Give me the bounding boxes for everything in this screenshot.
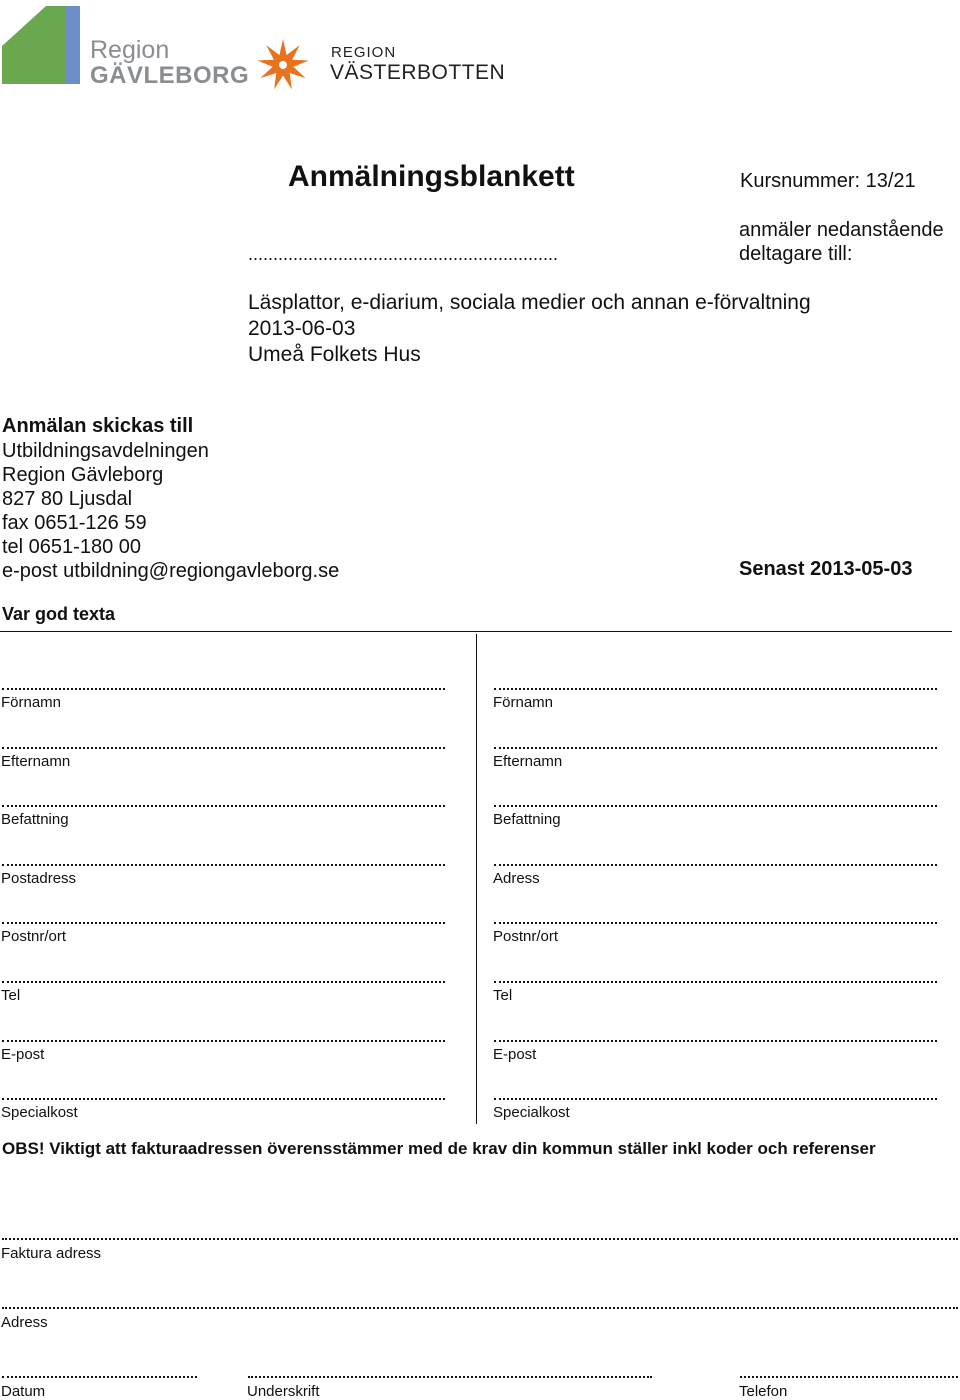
course-info — [248, 290, 811, 368]
address-line: 827 80 Ljusdal — [2, 488, 133, 510]
phone-line: tel 0651-180 00 — [2, 536, 142, 558]
form-title: Anmälningsblankett — [288, 160, 575, 193]
participant-2-email-field[interactable] — [494, 1040, 937, 1042]
field-label: Postadress — [1, 870, 77, 887]
field-label: E-post — [1, 1046, 45, 1063]
field-label: Befattning — [1, 811, 69, 828]
participant-1-postal-address-field[interactable] — [2, 864, 445, 866]
participant-1-email-field[interactable] — [2, 1040, 445, 1042]
field-label: Förnamn — [493, 694, 554, 711]
field-label: Specialkost — [1, 1104, 78, 1121]
fax-line: fax 0651-126 59 — [2, 512, 147, 534]
column-divider — [476, 634, 477, 1124]
signature-field[interactable] — [248, 1376, 652, 1378]
please-print-note: Var god texta — [2, 604, 116, 624]
field-label: Befattning — [493, 811, 561, 828]
course-name: Läsplattor, e-diarium, sociala medier och annan e-förvaltning — [248, 291, 811, 314]
participant-2-special-diet-field[interactable] — [494, 1098, 937, 1100]
course-place: Umeå Folkets Hus — [248, 343, 421, 366]
course-number: Kursnummer: 13/21 — [740, 170, 916, 192]
participant-2-last-name-field[interactable] — [494, 747, 937, 749]
organization-field[interactable]: .............................................................. — [248, 244, 559, 264]
field-label: Adress — [493, 870, 540, 887]
gavleborg-logo-line2: GÄVLEBORG — [90, 62, 250, 89]
vasterbotten-logo-line1: REGION — [331, 44, 397, 61]
field-label: Postnr/ort — [1, 928, 67, 945]
field-label: Efternamn — [493, 753, 563, 770]
participant-1-postcode-city-field[interactable] — [2, 922, 445, 924]
field-label: Telefon — [739, 1383, 788, 1400]
participant-1-last-name-field[interactable] — [2, 747, 445, 749]
send-to-heading: Anmälan skickas till — [2, 415, 194, 437]
field-label: Efternamn — [1, 753, 71, 770]
invoice-note: OBS! Viktigt att fakturaadressen överensstämmer med de krav din kommun ställer inkl koder och referenser — [2, 1139, 876, 1158]
field-label: E-post — [493, 1046, 537, 1063]
vasterbotten-logo-line2: VÄSTERBOTTEN — [330, 61, 506, 84]
participant-2-first-name-field[interactable] — [494, 688, 937, 690]
participant-2-position-field[interactable] — [494, 805, 937, 807]
participant-1-position-field[interactable] — [2, 805, 445, 807]
address-field[interactable] — [2, 1307, 958, 1309]
participant-2-address-field[interactable] — [494, 864, 937, 866]
address-line: Utbildningsavdelningen — [2, 440, 209, 462]
field-label: Datum — [1, 1383, 46, 1400]
field-label: Förnamn — [1, 694, 62, 711]
invoice-address-field[interactable] — [2, 1238, 958, 1240]
gavleborg-logo-notch — [2, 6, 46, 46]
field-label: Faktura adress — [1, 1245, 102, 1262]
send-to-address — [2, 439, 339, 583]
deadline: Senast 2013-05-03 — [739, 558, 913, 580]
field-label: Tel — [493, 987, 513, 1004]
participant-1-special-diet-field[interactable] — [2, 1098, 445, 1100]
date-field[interactable] — [2, 1376, 197, 1378]
field-label: Specialkost — [493, 1104, 570, 1121]
vasterbotten-star-icon — [252, 38, 314, 92]
phone-field[interactable] — [740, 1376, 958, 1378]
section-divider — [0, 631, 952, 632]
address-line: Region Gävleborg — [2, 464, 164, 486]
participant-1-first-name-field[interactable] — [2, 688, 445, 690]
participant-1-phone-field[interactable] — [2, 981, 445, 983]
field-label: Postnr/ort — [493, 928, 559, 945]
gavleborg-logo-blue-block — [66, 6, 80, 84]
gavleborg-logo-line1: Region — [90, 36, 170, 64]
participant-2-postcode-city-field[interactable] — [494, 922, 937, 924]
email-line: e-post utbildning@regiongavleborg.se — [2, 560, 340, 582]
participant-2-phone-field[interactable] — [494, 981, 937, 983]
course-date: 2013-06-03 — [248, 317, 356, 340]
field-label: Underskrift — [247, 1383, 320, 1400]
field-label: Tel — [1, 987, 21, 1004]
field-label: Adress — [1, 1314, 48, 1331]
registers-participants-text: anmäler nedanstående deltagare till: — [739, 219, 944, 265]
